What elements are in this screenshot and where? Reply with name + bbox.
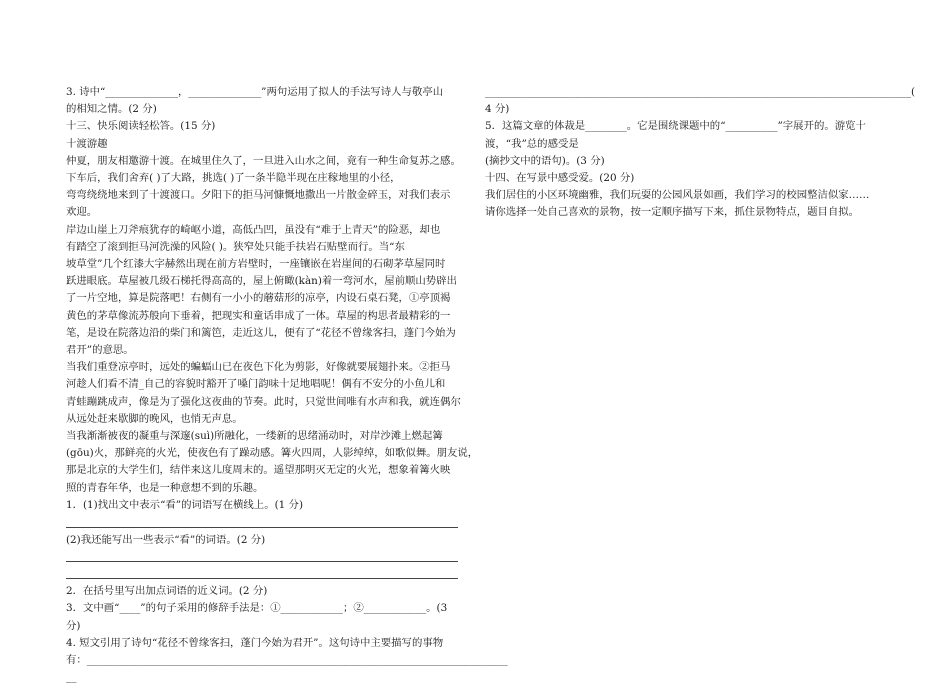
question-2: 2．在括号里写出加点词语的近义词。(2 分) bbox=[66, 585, 268, 598]
passage-line: 仲夏，朋友相邀游十渡。在城里住久了，一旦进入山水之间，竟有一种生命复苏之感。 bbox=[66, 154, 461, 167]
passage-paragraph-3 bbox=[66, 359, 462, 428]
question-3-poem-cont: 的相知之情。(2 分) bbox=[66, 103, 157, 116]
question-1-2: (2)我还能写出一些表示“看”的词语。(2 分) bbox=[66, 534, 266, 547]
question-4-answer-cont: __ bbox=[66, 671, 77, 684]
passage-line: (gōu)火，那鲜亮的火光，使夜色有了躁动感。篝火四周，人影绰绰，如歌似舞。朋友说， bbox=[66, 447, 479, 460]
passage-paragraph-1 bbox=[66, 153, 462, 222]
question-3-rhetoric: 3．文中画“____”的句子采用的修辞手法是：①____________；②____________。(3 bbox=[66, 602, 448, 615]
score-note: 4 分) bbox=[485, 103, 510, 116]
passage-title: 十渡游趣 bbox=[66, 137, 108, 150]
passage-line: 坡草堂”几个红漆大字赫然出现在前方岩壁时，一座镶嵌在岩崖间的石砌茅草屋同时 bbox=[66, 258, 446, 271]
passage-line: 有踏空了滚到拒马河洗澡的风险( )。狭窄处只能手扶岩石贴壁而行。当“东 bbox=[66, 240, 405, 253]
answer-line-continued: __________________________________________________________________________________( bbox=[485, 86, 916, 98]
answer-line[interactable] bbox=[66, 549, 458, 562]
question-4: 4. 短文引用了诗句“花径不曾缘客扫，蓬门今始为君开”。这句诗中主要描写的事物 bbox=[66, 636, 444, 649]
question-3-poem: 3. 诗中“______________，______________”两句运用了拟人的手法写诗人与敬亭山 bbox=[66, 86, 444, 98]
question-3-rhetoric-cont: 分) bbox=[66, 619, 81, 632]
passage-line: 了一片空地，算是院落吧！右侧有一小小的蘑菇形的凉亭，内设石桌石凳，①亭顶褐 bbox=[66, 292, 451, 305]
question-4-answer: 有：_________________________________________________________________________________ bbox=[66, 654, 508, 667]
passage-line: 岸边山崖上刀斧痕犹存的崎岖小道，高低凸凹，虽没有“难于上青天”的险恶，却也 bbox=[66, 223, 441, 236]
question-1-1: 1．(1)找出文中表示“看”的词语写在横线上。(1 分) bbox=[66, 498, 304, 511]
passage-line: 下车后，我们舍弃( )了大路，挑选( )了一条半隐半现在庄稼地里的小径， bbox=[66, 172, 401, 185]
passage-line: 欢迎。 bbox=[66, 206, 98, 219]
passage-line: 青蛙蹦跳成声，像是为了强化这夜曲的节奏。此时，只觉世间唯有水声和我，就连偶尔 bbox=[66, 395, 461, 408]
passage-line: 河趁人们看不清_自己的容貌时豁开了嗓门韵味十足地唱呢！偶有不安分的小鱼儿和 bbox=[66, 378, 446, 391]
section-14-heading: 十四、在写景中感受爱。(20 分) bbox=[485, 172, 635, 185]
answer-line[interactable] bbox=[66, 515, 458, 528]
writing-prompt-2: 请你选择一处自己喜欢的景物，按一定顺序描写下来，抓住景物特点，题目自拟。 bbox=[485, 206, 860, 219]
passage-paragraph-2 bbox=[66, 222, 462, 360]
section-13-heading: 十三、快乐阅读轻松答。(15 分) bbox=[66, 120, 216, 133]
passage-line: 照的青春年华，也是一种意想不到的乐趣。 bbox=[66, 481, 264, 494]
passage-line: 当我渐渐被夜的凝重与深邃(suì)所融化，一缕新的思绪涌动时，对岸沙滩上燃起篝 bbox=[66, 430, 443, 443]
passage-paragraph-4 bbox=[66, 428, 479, 497]
passage-line: 那是北京的大学生们，结伴来这儿度周末的。遥望那明灭无定的火光，想象着篝火映 bbox=[66, 464, 451, 477]
passage-line: 当我们重登凉亭时，远处的蝙蝠山已在夜色下化为剪影，好像就要展翅扑来。②拒马 bbox=[66, 361, 451, 374]
passage-line: 从远处赶来歇脚的晚风，也悄无声息。 bbox=[66, 412, 243, 425]
passage-line: 君开”的意思。 bbox=[66, 344, 134, 357]
question-5-cont: 渡，“我”总的感受是 bbox=[485, 137, 579, 150]
question-5-cont-2: (摘抄文中的语句)。(3 分) bbox=[485, 154, 605, 167]
passage-line: 跃进眼底。草屋被几级石梯托得高高的，屋上俯瞰(kàn)着一弯河水，屋前顺山势辟出 bbox=[66, 275, 457, 288]
passage-line: 弯弯绕绕地来到了十渡渡口。夕阳下的拒马河慷慨地撒出一片散金碎玉，对我们表示 bbox=[66, 189, 451, 202]
right-column bbox=[485, 84, 916, 222]
passage-line: 黄色的茅草像流苏般向下垂着，把现实和童话串成了一体。草屋的构思者最精彩的一 bbox=[66, 309, 451, 322]
writing-prompt-1: 我们居住的小区环境幽雅，我们玩耍的公园风景如画，我们学习的校园整洁似家…… bbox=[485, 189, 870, 202]
passage-line: 笔，是设在院落边沿的柴门和篱笆，走近这儿，便有了“花径不曾缘客扫，蓬门今始为 bbox=[66, 326, 456, 339]
answer-line[interactable] bbox=[66, 566, 458, 579]
question-5: 5．这篇文章的体裁是________。它是围绕课题中的“__________”字展开的。游览十 bbox=[485, 120, 866, 133]
